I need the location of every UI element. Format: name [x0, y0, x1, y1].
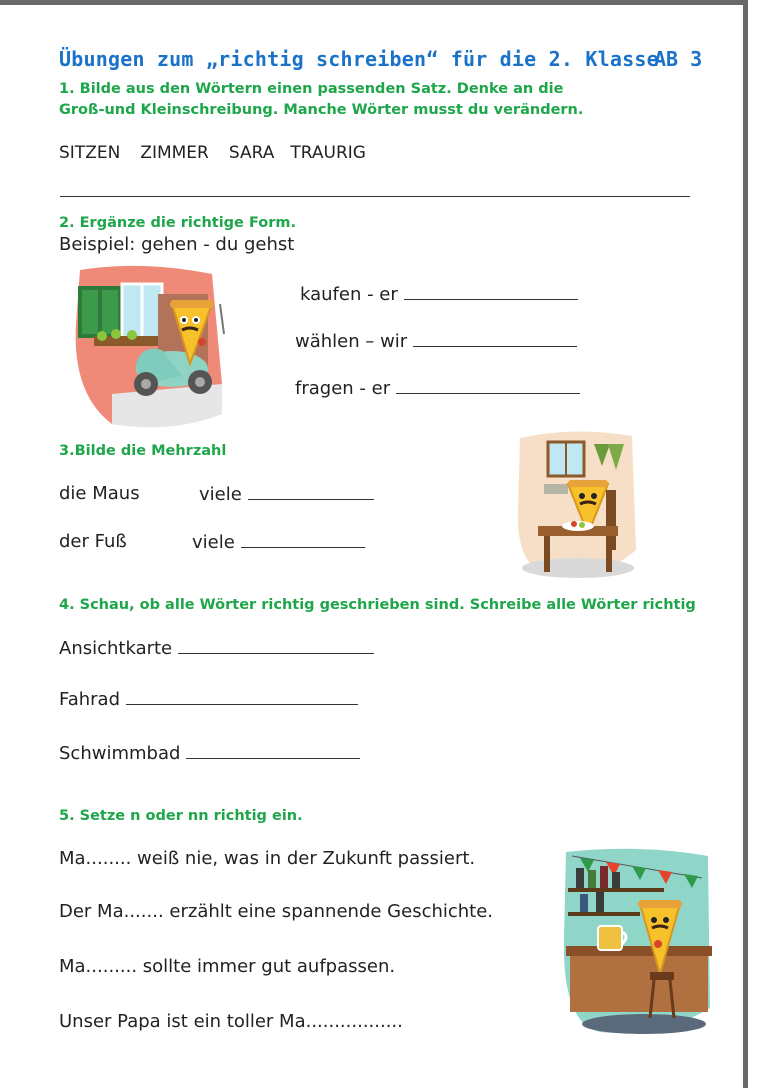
task3-item-2-singular: der Fuß [59, 531, 127, 552]
pizza-scooter-illustration [72, 264, 234, 430]
task4-item-1-label: Ansichtkarte [59, 638, 173, 659]
task4-item-3 [59, 742, 360, 764]
task3-item-1-singular: die Maus [59, 483, 140, 504]
task5-item-1: Ma........ weiß nie, was in der Zukunft passiert. [59, 848, 476, 869]
task1-answer-line[interactable] [60, 196, 690, 197]
task4-item-1 [59, 637, 374, 659]
page-border-right [743, 0, 748, 1088]
task3-heading: 3.Bilde die Mehrzahl [59, 443, 227, 459]
task2-item-1 [300, 283, 578, 305]
task1-heading-line1: 1. Bilde aus den Wörtern einen passenden Satz. Denke an die [59, 81, 564, 97]
task4-item-2 [59, 688, 358, 710]
task3-item-2 [59, 531, 127, 552]
task4-answer-line-1[interactable] [178, 637, 374, 654]
task3-answer-line-1[interactable] [248, 483, 374, 500]
task4-heading: 4. Schau, ob alle Wörter richtig geschrieben sind. Schreibe alle Wörter richtig [59, 597, 696, 613]
sheet-number: AB 3 [654, 47, 703, 71]
task3-item-2-answer [192, 531, 365, 553]
page-title: Übungen zum „richtig schreiben“ für die 2. Klasse [59, 47, 659, 71]
pizza-bar-illustration [560, 848, 714, 1036]
task3-item-1-answer [199, 483, 374, 505]
word-2: ZIMMER [140, 143, 209, 163]
task2-item-3 [295, 377, 580, 399]
task2-item-1-label: kaufen - er [300, 284, 398, 305]
task5-item-4: Unser Papa ist ein toller Ma................. [59, 1011, 403, 1032]
word-3: SARA [228, 143, 275, 163]
task4-item-3-label: Schwimmbad [59, 743, 181, 764]
task1-heading-line2: Groß-und Kleinschreibung. Manche Wörter musst du verändern. [59, 102, 584, 118]
task2-item-2-label: wählen – wir [295, 331, 408, 352]
task2-example: Beispiel: gehen - du gehst [59, 234, 295, 255]
task4-answer-line-3[interactable] [186, 742, 360, 759]
task2-item-3-label: fragen - er [295, 378, 391, 399]
task2-answer-line-3[interactable] [396, 377, 580, 394]
task1-words [59, 143, 366, 163]
pizza-dining-illustration [512, 430, 642, 580]
task5-item-3: Ma......... sollte immer gut aufpassen. [59, 956, 396, 977]
page-border-top [0, 0, 748, 5]
task5-item-2: Der Ma....... erzählt eine spannende Geschichte. [59, 901, 494, 922]
word-1: SITZEN [59, 143, 121, 163]
task3-answer-line-2[interactable] [241, 531, 365, 548]
task5-heading: 5. Setze n oder nn richtig ein. [59, 808, 303, 824]
task2-heading: 2. Ergänze die richtige Form. [59, 215, 296, 231]
task2-answer-line-1[interactable] [404, 283, 578, 300]
task3-item-1-prompt: viele [199, 484, 242, 505]
task3-item-2-prompt: viele [192, 532, 235, 553]
task3-item-1 [59, 483, 140, 504]
task2-item-2 [295, 330, 577, 352]
task4-item-2-label: Fahrad [59, 689, 120, 710]
word-4: TRAURIG [290, 143, 366, 163]
task4-answer-line-2[interactable] [126, 688, 358, 705]
task2-answer-line-2[interactable] [413, 330, 577, 347]
